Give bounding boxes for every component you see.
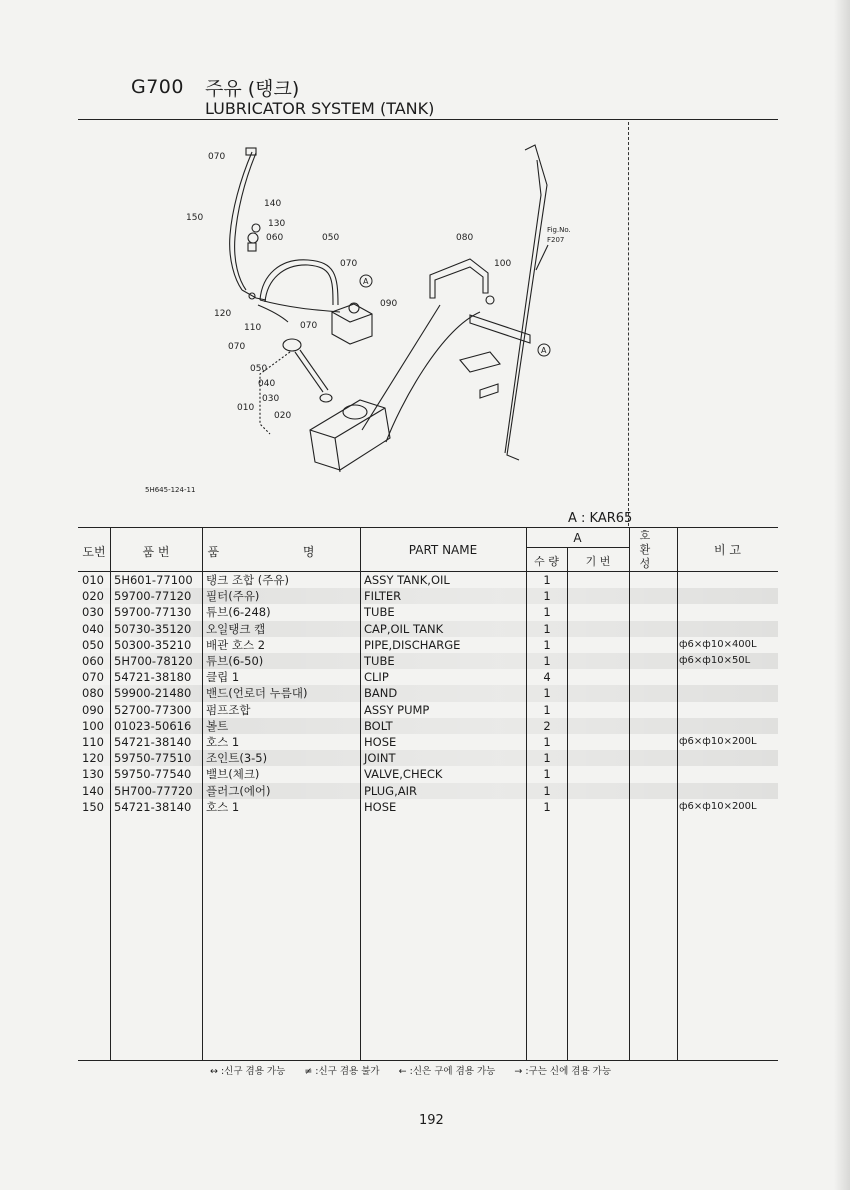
cell-no: 130 [82,767,104,782]
cell-name-kr: 플러그(에어) [206,783,271,798]
table-row [78,604,778,620]
cell-qty: 1 [543,637,551,652]
header-sub-rule [526,547,629,548]
cell-no: 040 [82,621,104,636]
cell-part-no: 59700-77120 [114,589,192,604]
cell-qty: 1 [543,767,551,782]
svg-text:100: 100 [494,259,512,269]
table-row [78,588,778,604]
header-group-a: A [573,531,582,545]
header-basic: 기 번 [585,555,611,568]
svg-text:140: 140 [264,199,282,209]
cell-qty: 1 [543,621,551,636]
section-title-english: LUBRICATOR SYSTEM (TANK) [205,99,435,118]
cell-qty: 1 [543,605,551,620]
header-part-name: PART NAME [408,543,478,557]
cell-no: 030 [82,605,104,620]
cell-no: 020 [82,589,104,604]
cell-qty: 1 [543,783,551,798]
cell-name-en: TUBE [364,654,395,668]
cell-name-kr: 호스 1 [206,735,240,749]
section-title-korean: 주유 (탱크) [205,78,300,100]
cell-name-kr: 호스 1 [206,799,240,814]
page-edge-shadow [834,0,850,1190]
table-row [78,766,778,782]
cell-name-en: HOSE [364,735,397,749]
cell-qty: 1 [543,799,551,814]
cell-part-no: 5H700-77720 [114,783,193,798]
cell-qty: 4 [543,670,551,685]
cell-name-kr: 클립 1 [206,670,240,685]
cell-no: 120 [82,751,104,766]
table-row [78,718,778,734]
svg-text:070: 070 [228,342,246,352]
cell-name-kr: 필터(주유) [206,589,260,604]
cell-part-no: 59750-77510 [114,751,192,766]
section-code: G700 [131,76,184,98]
cell-part-no: 59900-21480 [114,686,192,701]
cell-part-no: 5H601-77100 [114,573,193,587]
cell-name-kr: 튜브(6-50) [206,654,264,668]
table-row [78,621,778,637]
table-row [78,734,778,750]
callout-a-left: A [363,277,369,286]
cell-name-kr: 탱크 조합 (주유) [206,573,289,587]
cell-name-en: PIPE,DISCHARGE [364,637,461,652]
page-number: 192 [419,1113,444,1128]
cell-name-kr: 조인트(3-5) [206,751,268,766]
cell-part-no: 54721-38140 [114,799,192,814]
svg-text:110: 110 [244,323,262,333]
svg-text:020: 020 [274,411,292,421]
fig-no-label: Fig.No. [547,226,571,234]
cell-name-en: PLUG,AIR [364,783,418,798]
dashed-divider [628,122,629,526]
legend-item: ↔ :신구 겸용 가능 [210,1066,286,1077]
svg-text:130: 130 [268,219,286,229]
table-row [78,637,778,653]
fig-ref-label: F207 [547,236,565,244]
table-row [78,669,778,685]
cell-name-en: CLIP [364,670,389,685]
svg-text:060: 060 [266,233,284,243]
table-row [78,572,778,588]
header-qty: 수 량 [534,555,559,568]
svg-text:080: 080 [456,233,474,243]
svg-text:070: 070 [208,152,226,162]
svg-text:030: 030 [262,394,280,404]
cell-name-kr: 볼트 [206,718,229,733]
cell-part-no: 54721-38180 [114,670,192,685]
cell-remarks: ф6×ф10×200L [679,736,757,747]
svg-text:050: 050 [250,364,268,374]
svg-text:040: 040 [258,379,276,389]
cell-qty: 1 [543,686,551,701]
cell-no: 140 [82,783,104,798]
cell-name-en: CAP,OIL TANK [364,621,444,636]
diagram-code: 5H645-124-11 [145,486,196,494]
svg-text:120: 120 [214,309,232,319]
svg-text:010: 010 [237,403,255,413]
cell-qty: 1 [543,735,551,749]
header-name-kr: 품 명 [207,545,355,559]
cell-name-kr: 배관 호스 2 [206,637,266,652]
legend-item: ≠ :신구 겸용 불가 [304,1066,380,1077]
cell-part-no: 50300-35210 [114,637,192,652]
cell-name-en: BAND [364,686,398,701]
callout-a-right: A [541,346,547,355]
cell-no: 110 [82,735,104,749]
cell-name-kr: 밸브(체크) [206,767,260,782]
cell-part-no: 59700-77130 [114,605,192,620]
cell-name-en: TUBE [364,605,395,620]
svg-text:090: 090 [380,299,398,309]
header-part-no: 품 번 [142,545,170,559]
table-bottom-rule [78,1060,778,1061]
cell-no: 070 [82,670,104,685]
cell-no: 090 [82,702,104,717]
table-row [78,702,778,718]
cell-remarks: ф6×ф10×50L [679,655,751,666]
cell-no: 010 [82,573,104,587]
cell-name-en: VALVE,CHECK [364,767,443,782]
cell-name-en: JOINT [364,751,396,766]
cell-name-kr: 튜브(6-248) [206,605,271,620]
svg-text:150: 150 [186,213,204,223]
cell-name-en: ASSY PUMP [364,702,430,717]
cell-remarks: ф6×ф10×200L [679,800,757,812]
table-row [78,799,778,815]
svg-text:050: 050 [322,233,340,243]
cell-qty: 1 [543,702,551,717]
cell-qty: 1 [543,654,551,668]
cell-qty: 1 [543,751,551,766]
cell-qty: 1 [543,589,551,604]
cell-name-en: ASSY TANK,OIL [364,573,450,587]
table-row [78,750,778,766]
cell-part-no: 52700-77300 [114,702,192,717]
cell-name-en: FILTER [364,589,402,604]
cell-part-no: 5H700-78120 [114,654,193,668]
svg-text:070: 070 [340,259,358,269]
cell-name-kr: 오일탱크 캡 [206,621,266,636]
cell-part-no: 59750-77540 [114,767,192,782]
cell-name-en: BOLT [364,718,393,733]
header-rule [78,119,778,120]
table-top-rule [78,527,778,528]
cell-no: 080 [82,686,104,701]
cell-name-en: HOSE [364,799,397,814]
cell-qty: 2 [543,718,551,733]
cell-qty: 1 [543,573,551,587]
cell-name-kr: 밴드(언로더 누름대) [206,686,308,701]
cell-no: 150 [82,799,104,814]
cell-remarks: ф6×ф10×400L [679,638,757,650]
cell-part-no: 50730-35120 [114,621,192,636]
cell-part-no: 54721-38140 [114,735,192,749]
legend-item: → :구는 신에 겸용 가능 [514,1066,611,1077]
compatibility-legend [210,1063,627,1077]
cell-no: 060 [82,654,104,668]
legend-item: ← :신은 구에 겸용 가능 [398,1066,496,1077]
cell-part-no: 01023-50616 [114,718,192,733]
header-no: 도번 [82,545,106,559]
cell-name-kr: 펌프조합 [206,702,251,717]
model-code: A : KAR65 [568,511,633,526]
svg-text:070: 070 [300,321,318,331]
cell-no: 100 [82,718,104,733]
header-compat: 호환성 [639,529,651,570]
table-row [78,783,778,799]
exploded-parts-diagram [140,140,600,500]
cell-no: 050 [82,637,104,652]
table-row [78,685,778,701]
header-remarks: 비 고 [714,543,741,557]
table-row [78,653,778,669]
